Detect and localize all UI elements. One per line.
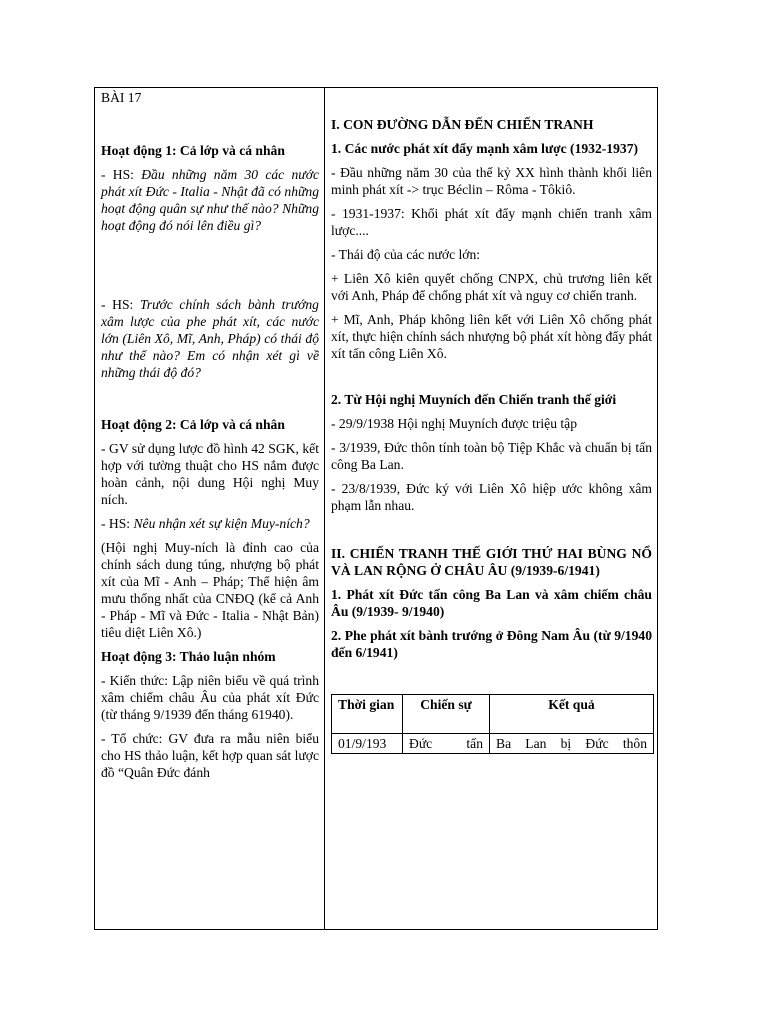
content-paragraph: - 3/1939, Đức thôn tính toàn bộ Tiệp Khắc và chuẩn bị tấn công Ba Lan.	[331, 440, 652, 472]
activity3-heading: Hoạt động 3: Thảo luận nhóm	[101, 649, 276, 664]
knowledge-text: - Kiến thức: Lập niên biểu về quá trình xâm chiếm châu Âu của phát xít Đức (từ tháng 9/1939 đến tháng 61940).	[101, 673, 319, 722]
organization-text: - Tổ chức: GV đưa ra mẫu niên biểu cho HS thảo luận, kết hợp quan sát lược đồ “Quân Đức đánh	[101, 731, 319, 780]
subsection2-title: 2. Từ Hội nghị Muyních đến Chiến tranh thế giới	[331, 392, 617, 407]
hs-question-3	[101, 515, 319, 532]
hs-prefix: - HS:	[101, 297, 140, 312]
subsection4-title: 2. Phe phát xít bành trướng ở Đông Nam Âu (từ 9/1940 đến 6/1941)	[331, 628, 652, 660]
content-paragraph: + Mĩ, Anh, Pháp không liên kết với Liên Xô chống phát xít, thực hiện chính sách nhượng bộ phát xít hòng đẩy phát xít tấn công Liên Xô.	[331, 312, 652, 361]
events-table	[331, 694, 654, 754]
content-paragraph: - 29/9/1938 Hội nghị Muyních được triệu tập	[331, 416, 577, 431]
hs-prefix: - HS:	[101, 167, 142, 182]
table-header-row	[332, 695, 654, 734]
munich-note: (Hội nghị Muy-ních là đỉnh cao của chính sách dung túng, nhượng bộ phát xít của Mĩ - Anh – Pháp; Thể hiện âm mưu thống nhất của CNĐQ (kể cả Anh - Pháp - Mĩ và Đức - Italia - Nhật Bản) tiêu diệt Liên Xô.)	[101, 540, 319, 640]
section1-title: I. CON ĐƯỜNG DẪN ĐẾN CHIẾN TRANH	[331, 117, 594, 132]
content-paragraph: - Đầu những năm 30 của thế kỷ XX hình thành khối liên minh phát xít -> trục Béclin – Rôma - Tôkiô.	[331, 165, 652, 197]
content-paragraph: - 23/8/1939, Đức ký với Liên Xô hiệp ước không xâm phạm lẫn nhau.	[331, 481, 652, 513]
subsection3-title: 1. Phát xít Đức tấn công Ba Lan và xâm chiếm châu Âu (9/1939- 9/1940)	[331, 587, 652, 619]
table-row	[332, 734, 654, 754]
hs-question-text: Trước chính sách bành trướng xâm lược của phe phát xít, các nước lớn (Liên Xô, Mĩ, Anh, Pháp) có thái độ như thế nào? Em có nhận xét gì về những thái độ đó?	[101, 297, 319, 380]
lesson-title: BÀI 17	[101, 90, 142, 105]
section2-title: II. CHIẾN TRANH THẾ GIỚI THỨ HAI BÙNG NỔ VÀ LAN RỘNG Ở CHÂU ÂU (9/1939-6/1941)	[331, 546, 652, 578]
table-header-event: Chiến sự	[403, 695, 490, 734]
hs-question-2	[101, 296, 319, 381]
hs-prefix: - HS:	[101, 516, 134, 531]
table-cell-result: Ba Lan bị Đức thôn	[490, 734, 654, 754]
table-cell-time: 01/9/193	[332, 734, 403, 754]
content-paragraph: - 1931-1937: Khối phát xít đẩy mạnh chiến tranh xâm lược....	[331, 206, 652, 238]
table-header-time: Thời gian	[332, 695, 403, 734]
content-paragraph: + Liên Xô kiên quyết chống CNPX, chủ trương liên kết với Anh, Pháp để chống phát xít và nguy cơ chiến tranh.	[331, 271, 652, 303]
activity2-heading: Hoạt động 2: Cả lớp và cá nhân	[101, 417, 285, 432]
gv-map-instruction: - GV sử dụng lược đồ hình 42 SGK, kết hợp với tường thuật cho HS nắm được hoàn cảnh, nội dung Hội nghị Muy ních.	[101, 441, 319, 507]
activity1-heading: Hoạt động 1: Cả lớp và cá nhân	[101, 143, 285, 158]
table-cell-event: Đức tấn	[403, 734, 490, 754]
subsection1-title: 1. Các nước phát xít đẩy mạnh xâm lược (1932-1937)	[331, 141, 639, 156]
left-column	[95, 87, 324, 930]
hs-question-text: Đầu những năm 30 các nước phát xít Đức - Italia - Nhật đã có những hoạt động quân sự như thế nào? Những hoạt động đó nói lên điều gì?	[101, 167, 319, 233]
content-paragraph: - Thái độ của các nước lớn:	[331, 247, 481, 262]
table-header-result: Kết quả	[490, 695, 654, 734]
hs-question-1	[101, 166, 319, 234]
hs-question-text: Nêu nhận xét sự kiện Muy-ních?	[133, 516, 310, 531]
right-column	[325, 87, 657, 930]
